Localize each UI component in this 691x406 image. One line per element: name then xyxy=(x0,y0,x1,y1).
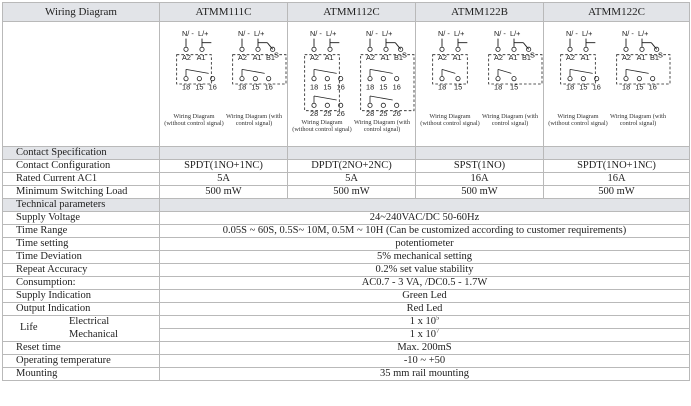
row-consumption xyxy=(3,277,690,290)
svg-text:A2: A2 xyxy=(494,53,503,62)
svg-text:S: S xyxy=(402,50,407,60)
caption-with-control: Wiring Diagram (with control signal) xyxy=(353,119,411,133)
section-title: Contact Specification xyxy=(3,147,160,160)
svg-text:A1: A1 xyxy=(580,53,590,62)
svg-text:A1: A1 xyxy=(636,53,646,62)
diagram-cell-atmm112c xyxy=(288,22,416,147)
life-mechanical-value: 1 x $10^7$ xyxy=(160,329,690,342)
row-value: 500 mW xyxy=(160,186,288,199)
svg-text:L/+: L/+ xyxy=(198,29,209,38)
row-time-setting xyxy=(3,238,690,251)
svg-text:L/+: L/+ xyxy=(638,29,649,38)
row-value: 35 mm rail mounting xyxy=(160,368,690,381)
svg-text:N/ -: N/ - xyxy=(366,29,378,38)
diagram-cell-atmm122c xyxy=(544,22,690,147)
svg-text:15: 15 xyxy=(323,82,332,92)
svg-text:L/+: L/+ xyxy=(454,29,465,38)
caption-with-control: Wiring Diagram (with control signal) xyxy=(609,113,667,127)
row-value: SPST(1NO) xyxy=(416,160,544,173)
row-label: Time setting xyxy=(3,238,160,251)
row-label: Rated Current AC1 xyxy=(3,173,160,186)
svg-text:S: S xyxy=(274,50,279,60)
svg-text:18: 18 xyxy=(182,82,191,92)
row-label: Supply Indication xyxy=(3,290,160,303)
row-rated-current xyxy=(3,173,690,186)
row-repeat-accuracy xyxy=(3,264,690,277)
row-value: Max. 200mS xyxy=(160,342,690,355)
caption-without-control: Wiring Diagram (without control signal) xyxy=(292,119,352,133)
row-label: Consumption: xyxy=(3,277,160,290)
section-contact-specification xyxy=(3,147,690,160)
svg-text:N/ -: N/ - xyxy=(310,29,322,38)
svg-text:N/ -: N/ - xyxy=(622,29,634,38)
svg-text:S: S xyxy=(530,50,535,60)
svg-text:A1: A1 xyxy=(252,53,262,62)
svg-text:18: 18 xyxy=(310,82,319,92)
row-life-electrical xyxy=(3,316,690,329)
caption-without-control: Wiring Diagram (without control signal) xyxy=(420,113,480,127)
row-label: Minimum Switching Load xyxy=(3,186,160,199)
svg-text:A2: A2 xyxy=(366,53,375,62)
svg-text:15: 15 xyxy=(251,82,260,92)
svg-text:B1: B1 xyxy=(394,53,403,62)
row-value: -10 ~ +50 xyxy=(160,355,690,368)
diagram-row-label xyxy=(3,22,160,147)
svg-text:L/+: L/+ xyxy=(254,29,265,38)
svg-text:L/+: L/+ xyxy=(582,29,593,38)
svg-text:L/+: L/+ xyxy=(510,29,521,38)
row-value: potentiometer xyxy=(160,238,690,251)
header-model-atmm122b: ATMM122B xyxy=(416,3,544,22)
row-label: Supply Voltage xyxy=(3,212,160,225)
wiring-schematic xyxy=(558,28,678,124)
svg-text:25: 25 xyxy=(379,109,388,118)
svg-text:A1: A1 xyxy=(452,53,462,62)
svg-text:N/ -: N/ - xyxy=(238,29,250,38)
row-time-deviation xyxy=(3,251,690,264)
row-value: 16A xyxy=(416,173,544,186)
svg-text:16: 16 xyxy=(208,82,217,92)
svg-text:16: 16 xyxy=(648,82,657,92)
life-electrical-label: Electrical xyxy=(69,316,110,327)
svg-text:B1: B1 xyxy=(650,53,659,62)
row-label: Time Range xyxy=(3,225,160,238)
svg-text:15: 15 xyxy=(635,82,644,92)
header-model-atmm111c: ATMM111C xyxy=(160,3,288,22)
wiring-schematic xyxy=(302,28,416,124)
caption-with-control: Wiring Diagram (with control signal) xyxy=(481,113,539,127)
svg-text:A2: A2 xyxy=(182,53,191,62)
row-value: 16A xyxy=(544,173,690,186)
svg-text:A1: A1 xyxy=(508,53,518,62)
row-label: Output Indication xyxy=(3,303,160,316)
life-label: Life xyxy=(20,322,38,333)
svg-text:A2: A2 xyxy=(622,53,631,62)
row-value: DPDT(2NO+2NC) xyxy=(288,160,416,173)
svg-text:28: 28 xyxy=(310,109,319,118)
diagram-cell-atmm122b xyxy=(416,22,544,147)
svg-text:A1: A1 xyxy=(324,53,334,62)
row-value: SPDT(1NO+1NC) xyxy=(160,160,288,173)
row-value: 500 mW xyxy=(544,186,690,199)
row-output-indication xyxy=(3,303,690,316)
svg-text:A2: A2 xyxy=(310,53,319,62)
row-label: Repeat Accuracy xyxy=(3,264,160,277)
svg-text:N/ -: N/ - xyxy=(182,29,194,38)
row-operating-temperature xyxy=(3,355,690,368)
svg-text:16: 16 xyxy=(264,82,273,92)
svg-text:15: 15 xyxy=(454,82,463,92)
row-value: 5A xyxy=(160,173,288,186)
life-electrical-value: 1 x $10^5$ xyxy=(160,316,690,329)
header-row xyxy=(3,3,690,22)
spec-table xyxy=(2,2,690,381)
row-label: Mounting xyxy=(3,368,160,381)
svg-text:25: 25 xyxy=(323,109,332,118)
svg-text:26: 26 xyxy=(392,109,401,118)
svg-text:A1: A1 xyxy=(380,53,390,62)
row-value: AC0.7 - 3 VA, /DC0.5 - 1.7W xyxy=(160,277,690,290)
svg-text:A2: A2 xyxy=(238,53,247,62)
row-value: 0.05S ~ 60S, 0.5S~ 10M, 0.5M ~ 10H (Can be customized according to customer requirements) xyxy=(160,225,690,238)
svg-text:18: 18 xyxy=(566,82,575,92)
svg-text:18: 18 xyxy=(494,82,503,92)
row-value: 5A xyxy=(288,173,416,186)
caption-without-control: Wiring Diagram (without control signal) xyxy=(164,113,224,127)
svg-text:15: 15 xyxy=(379,82,388,92)
row-label: Operating temperature xyxy=(3,355,160,368)
row-value: Green Led xyxy=(160,290,690,303)
row-value: 0.2% set value stability xyxy=(160,264,690,277)
svg-text:N/ -: N/ - xyxy=(438,29,450,38)
caption-without-control: Wiring Diagram (without control signal) xyxy=(548,113,608,127)
diagram-cell-atmm111c xyxy=(160,22,288,147)
svg-text:L/+: L/+ xyxy=(382,29,393,38)
svg-text:18: 18 xyxy=(238,82,247,92)
row-value: SPDT(1NO+1NC) xyxy=(544,160,690,173)
row-value: 500 mW xyxy=(416,186,544,199)
svg-text:15: 15 xyxy=(510,82,519,92)
svg-text:A2: A2 xyxy=(438,53,447,62)
header-wiring-diagram: Wiring Diagram xyxy=(3,3,160,22)
svg-text:18: 18 xyxy=(622,82,631,92)
caption-with-control: Wiring Diagram (with control signal) xyxy=(225,113,283,127)
diagram-row xyxy=(3,22,690,147)
row-supply-indication xyxy=(3,290,690,303)
svg-text:26: 26 xyxy=(336,109,345,118)
svg-text:B1: B1 xyxy=(266,53,275,62)
wiring-schematic xyxy=(430,28,544,124)
svg-text:16: 16 xyxy=(592,82,601,92)
svg-text:N/ -: N/ - xyxy=(566,29,578,38)
svg-text:B1: B1 xyxy=(522,53,531,62)
row-min-switching-load xyxy=(3,186,690,199)
row-label: Reset time xyxy=(3,342,160,355)
header-model-atmm122c: ATMM122C xyxy=(544,3,690,22)
row-value: 5% mechanical setting xyxy=(160,251,690,264)
life-label-cell xyxy=(3,316,160,342)
svg-text:15: 15 xyxy=(579,82,588,92)
row-supply-voltage xyxy=(3,212,690,225)
header-model-atmm112c: ATMM112C xyxy=(288,3,416,22)
row-label: Time Deviation xyxy=(3,251,160,264)
section-title: Technical parameters xyxy=(3,199,160,212)
row-contact-configuration xyxy=(3,160,690,173)
svg-text:15: 15 xyxy=(195,82,204,92)
svg-text:18: 18 xyxy=(438,82,447,92)
wiring-schematic xyxy=(174,28,288,124)
row-label: Contact Configuration xyxy=(3,160,160,173)
svg-text:28: 28 xyxy=(366,109,375,118)
svg-text:A1: A1 xyxy=(196,53,206,62)
svg-text:18: 18 xyxy=(366,82,375,92)
svg-text:16: 16 xyxy=(392,82,401,92)
svg-text:S: S xyxy=(658,50,663,60)
svg-text:N/ -: N/ - xyxy=(494,29,506,38)
svg-text:16: 16 xyxy=(336,82,345,92)
row-value: 500 mW xyxy=(288,186,416,199)
life-mechanical-label: Mechanical xyxy=(69,329,118,340)
row-value: Red Led xyxy=(160,303,690,316)
section-technical-parameters xyxy=(3,199,690,212)
row-value: 24~240VAC/DC 50-60Hz xyxy=(160,212,690,225)
row-time-range xyxy=(3,225,690,238)
row-mounting xyxy=(3,368,690,381)
svg-text:L/+: L/+ xyxy=(326,29,337,38)
svg-text:A2: A2 xyxy=(566,53,575,62)
row-reset-time xyxy=(3,342,690,355)
